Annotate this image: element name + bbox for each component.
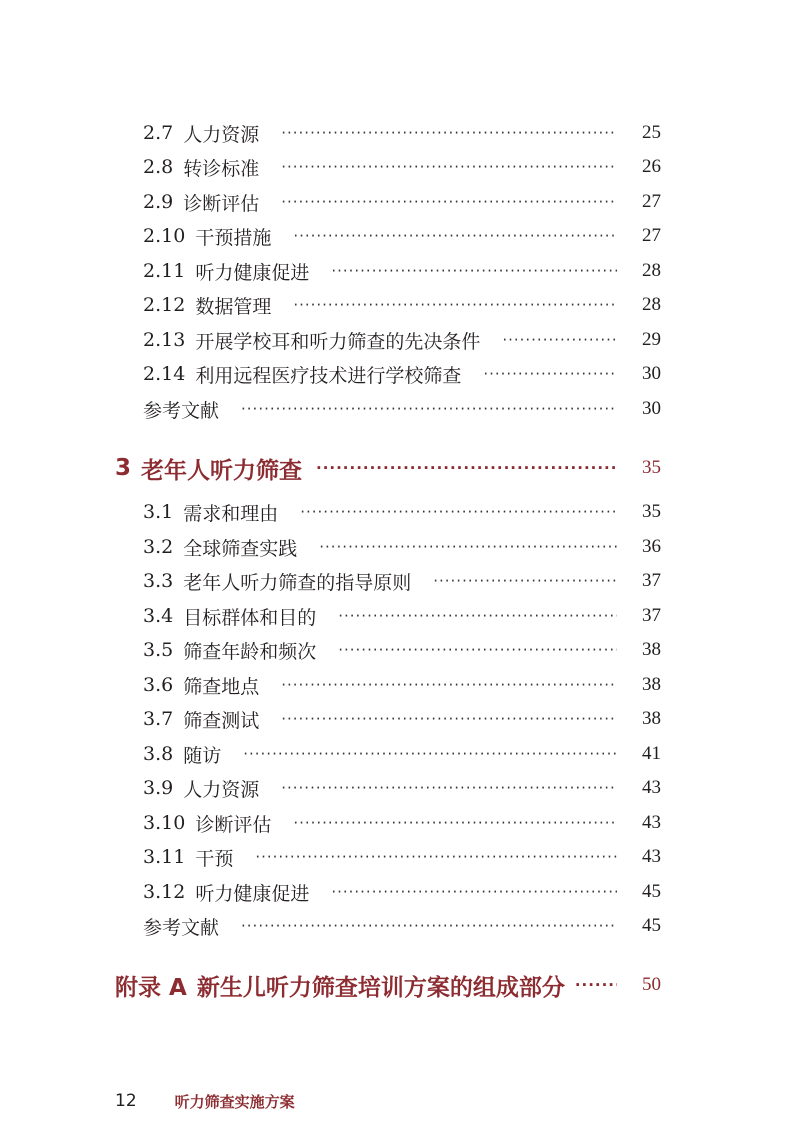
entry-number: 3.6 [143,674,174,696]
leader-dots [575,976,617,994]
leader-dots [483,365,617,383]
entry-number: 2.12 [143,294,186,316]
entry-title: 人力资源 [183,123,260,146]
leader-dots [331,883,617,901]
entry-page: 36 [642,536,661,557]
entry-number: 3.2 [143,536,174,558]
leader-dots [331,262,617,280]
entry-number: 2.14 [143,363,186,385]
chapter-title: 老年人听力筛查 [141,457,303,484]
toc-entry-3-7[interactable] [143,704,661,734]
entry-page: 45 [642,915,661,936]
entry-page: 26 [642,156,661,177]
toc-entry-2-10[interactable] [143,221,661,251]
toc-entry-references-3[interactable] [143,911,661,941]
entry-number: 3.1 [143,501,174,523]
entry-page: 35 [642,501,661,522]
toc-entry-3-10[interactable] [143,808,661,838]
leader-dots [293,296,617,314]
entry-page: 43 [642,777,661,798]
entry-title: 参考文献 [143,916,220,939]
toc-entry-3-11[interactable] [143,842,661,872]
entry-page: 25 [642,122,661,143]
entry-title: 目标群体和目的 [183,606,317,629]
leader-dots [319,538,617,556]
entry-title: 诊断评估 [183,192,260,215]
entry-page: 28 [642,294,661,315]
chapter-page: 35 [642,457,661,478]
entry-page: 27 [642,225,661,246]
running-title: 听力筛查实施方案 [174,1092,295,1111]
leader-dots [300,503,617,521]
entry-number: 2.8 [143,156,174,178]
entry-page: 38 [642,674,661,695]
entry-page: 29 [642,329,661,350]
entry-title: 老年人听力筛查的指导原则 [183,571,412,594]
entry-page: 38 [642,639,661,660]
leader-dots [241,917,617,935]
entry-title: 开展学校耳和听力筛查的先决条件 [195,330,481,353]
entry-title: 随访 [183,744,222,767]
leader-dots [281,779,617,797]
entry-title: 干预 [195,847,234,870]
leader-dots [241,400,617,418]
entry-page: 37 [642,570,661,591]
leader-dots [281,193,617,211]
leader-dots [502,331,617,349]
entry-number: 3.4 [143,605,174,627]
appendix-number: 附录 A [115,974,187,1001]
appendix-page: 50 [642,974,661,995]
entry-number: 2.10 [143,225,186,247]
toc-entry-3-8[interactable] [143,739,661,769]
entry-title: 数据管理 [195,295,272,318]
toc-entry-2-11[interactable] [143,256,661,286]
leader-dots [281,158,617,176]
entry-page: 38 [642,708,661,729]
chapter-number: 3 [115,455,132,481]
entry-title: 听力健康促进 [195,261,310,284]
toc-entry-2-12[interactable] [143,290,661,320]
leader-dots [293,814,617,832]
toc-entry-2-7[interactable] [143,118,661,148]
toc-entry-2-8[interactable] [143,152,661,182]
entry-number: 3.12 [143,881,186,903]
toc-entry-3-4[interactable] [143,601,661,631]
leader-dots [338,607,617,625]
entry-page: 30 [642,363,661,384]
entry-number: 2.11 [143,260,186,282]
toc-entry-3-6[interactable] [143,670,661,700]
toc-appendix-a[interactable] [115,967,661,1003]
entry-title: 人力资源 [183,778,260,801]
leader-dots [255,848,617,866]
entry-title: 听力健康促进 [195,882,310,905]
entry-number: 3.3 [143,570,174,592]
entry-number: 3.10 [143,812,186,834]
leader-dots [281,710,617,728]
entry-number: 2.9 [143,191,174,213]
toc-entry-3-9[interactable] [143,773,661,803]
entry-title: 干预措施 [195,226,272,249]
entry-number: 3.11 [143,846,186,868]
entry-title: 需求和理由 [183,502,279,525]
toc-entry-3-3[interactable] [143,566,661,596]
leader-dots [293,227,617,245]
entry-title: 参考文献 [143,399,220,422]
toc-chapter-3[interactable] [115,450,661,486]
entry-title: 全球筛查实践 [183,537,298,560]
entry-number: 2.13 [143,329,186,351]
leader-dots [338,641,617,659]
entry-number: 2.7 [143,122,174,144]
entry-page: 28 [642,260,661,281]
entry-page: 30 [642,398,661,419]
toc-entry-2-13[interactable] [143,325,661,355]
entry-page: 43 [642,846,661,867]
toc-entry-3-5[interactable] [143,635,661,665]
toc-entry-3-2[interactable] [143,532,661,562]
entry-page: 37 [642,605,661,626]
entry-title: 利用远程医疗技术进行学校筛查 [195,364,462,387]
entry-page: 45 [642,881,661,902]
page-footer [115,1087,295,1115]
leader-dots [316,459,617,477]
entry-number: 3.9 [143,777,174,799]
entry-number: 3.8 [143,743,174,765]
entry-page: 41 [642,743,661,764]
entry-number: 3.5 [143,639,174,661]
toc-entry-2-14[interactable] [143,359,661,389]
leader-dots [281,676,617,694]
page-number: 12 [115,1091,137,1111]
entry-page: 27 [642,191,661,212]
entry-title: 筛查年龄和频次 [183,640,317,663]
toc-entry-3-12[interactable] [143,877,661,907]
appendix-title: 新生儿听力筛查培训方案的组成部分 [196,974,565,1001]
entry-title: 转诊标准 [183,157,260,180]
toc-entry-3-1[interactable] [143,497,661,527]
entry-title: 诊断评估 [195,813,272,836]
entry-number: 3.7 [143,708,174,730]
entry-title: 筛查地点 [183,675,260,698]
entry-page: 43 [642,812,661,833]
leader-dots [281,124,617,142]
entry-title: 筛查测试 [183,709,260,732]
leader-dots [433,572,617,590]
toc-entry-2-9[interactable] [143,187,661,217]
toc-entry-references-2[interactable] [143,394,661,424]
leader-dots [243,745,617,763]
